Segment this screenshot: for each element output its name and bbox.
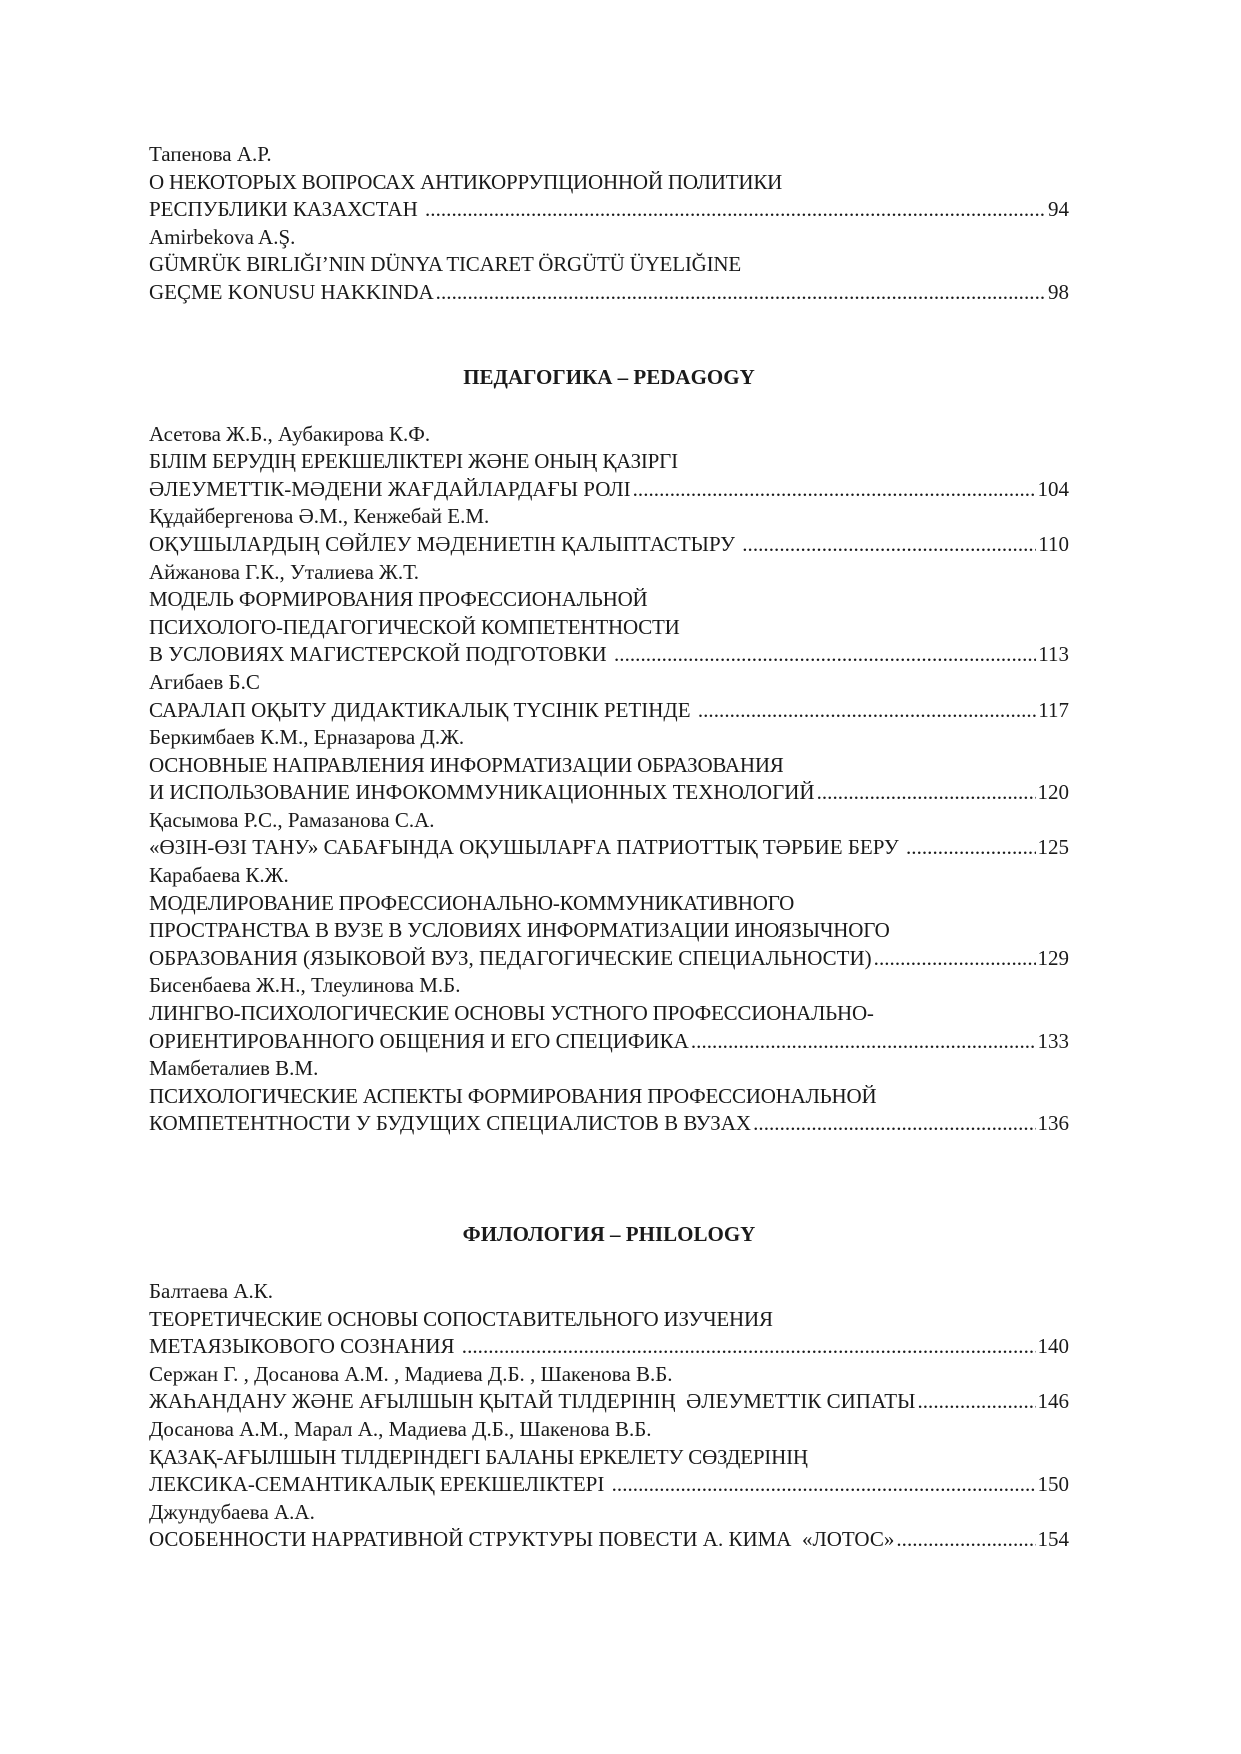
toc-entry [149,807,1069,862]
toc-entry-last-line [149,1110,1069,1138]
toc-entry-page-number[interactable]: 136 [1037,1111,1069,1136]
toc-entry-page-number[interactable]: 110 [1038,531,1069,556]
toc-entry-author: Қасымова Р.С., Рамазанова С.А. [149,807,435,832]
toc-entry-last-line [149,476,1069,504]
toc-entry-title-line: ЛИНГВО-ПСИХОЛОГИЧЕСКИЕ ОСНОВЫ УСТНОГО ПРОФЕССИОНАЛЬНО- [149,1001,874,1026]
toc-entry-title-line: ОБРАЗОВАНИЯ (ЯЗЫКОВОЙ ВУЗ, ПЕДАГОГИЧЕСКИЕ СПЕЦИАЛЬНОСТИ) [149,945,872,970]
dot-leader [874,945,1036,973]
toc-entry-last-line [149,834,1069,862]
toc-entry-last-line [149,279,1069,307]
toc-entry-title-line: ОСОБЕННОСТИ НАРРАТИВНОЙ СТРУКТУРЫ ПОВЕСТИ А. КИМА «ЛОТОС» [149,1527,895,1552]
toc-entry-title-line: И ИСПОЛЬЗОВАНИЕ ИНФОКОММУНИКАЦИОННЫХ ТЕХНОЛОГИЙ [149,780,815,805]
dot-leader [462,1333,1036,1361]
toc-entry-page-number[interactable]: 104 [1037,476,1069,501]
toc-entry-title-line: ОРИЕНТИРОВАННОГО ОБЩЕНИЯ И ЕГО СПЕЦИФИКА [149,1028,689,1053]
toc-entry-author: Тапенова А.Р. [149,142,272,166]
toc-entry [149,972,1069,1055]
toc-entry-page-number[interactable]: 146 [1037,1389,1069,1414]
toc-entry-author: Карабаева К.Ж. [149,863,289,888]
toc-entry-last-line [149,945,1069,973]
toc-entry-title-line: ПСИХОЛОГО-ПЕДАГОГИЧЕСКОЙ КОМПЕТЕНТНОСТИ [149,614,680,639]
toc-entry-page-number[interactable]: 120 [1037,780,1069,805]
toc-entry-page-number[interactable]: 154 [1037,1527,1069,1552]
toc-entry-author: Бисенбаева Ж.Н., Тлеулинова М.Б. [149,973,461,998]
toc-entry-author: Құдайбергенова Ә.М., Кенжебай Е.М. [149,504,490,529]
toc-entry-title-line: GEÇME KONUSU HAKKINDA [149,279,434,304]
toc-entry-last-line [149,1471,1069,1499]
toc-entry-title-line: ПСИХОЛОГИЧЕСКИЕ АСПЕКТЫ ФОРМИРОВАНИЯ ПРОФЕССИОНАЛЬНОЙ [149,1083,877,1108]
toc-entry-title-line: МОДЕЛИРОВАНИЕ ПРОФЕССИОНАЛЬНО-КОММУНИКАТИВНОГО [149,890,795,915]
toc-entry-title-line: В УСЛОВИЯХ МАГИСТЕРСКОЙ ПОДГОТОВКИ [149,642,612,667]
toc-entry [149,862,1069,972]
toc-entry-page-number[interactable]: 140 [1037,1334,1069,1359]
toc-entry [149,421,1069,504]
toc-entry-title-line: «ӨЗІН-ӨЗІ ТАНУ» САБАҒЫНДА ОҚУШЫЛАРҒА ПАТРИОТТЫҚ ТӘРБИЕ БЕРУ [149,835,904,860]
dot-leader [436,279,1046,307]
dot-leader [753,1110,1035,1138]
toc-entry-last-line [149,1333,1069,1361]
toc-entry-author: Балтаева А.К. [149,1279,274,1303]
toc-entry-page-number[interactable]: 129 [1037,945,1069,970]
toc-entry-page-number[interactable]: 94 [1048,197,1069,222]
toc-entry-title-line: ПРОСТРАНСТВА В ВУЗЕ В УСЛОВИЯХ ИНФОРМАТИЗАЦИИ ИНОЯЗЫЧНОГО [149,918,890,943]
toc-entry-title-line: ҚАЗАҚ-АҒЫЛШЫН ТІЛДЕРІНДЕГІ БАЛАНЫ ЕРКЕЛЕТУ СӨЗДЕРІНІҢ [149,1444,808,1469]
dot-leader [742,531,1036,559]
section-heading-pedagogy: ПЕДАГОГИКА – PEDAGOGY [463,364,755,389]
toc-entry-page-number[interactable]: 113 [1038,642,1069,667]
toc-entry-author: Асетова Ж.Б., Аубакирова К.Ф. [149,421,431,446]
toc-entry-title-line: КОМПЕТЕНТНОСТИ У БУДУЩИХ СПЕЦИАЛИСТОВ В ВУЗАХ [149,1111,752,1136]
toc-entry-title-line: О НЕКОТОРЫХ ВОПРОСАХ АНТИКОРРУПЦИОННОЙ ПОЛИТИКИ [149,169,783,194]
dot-leader [425,196,1046,224]
toc-entry-title-line: ЖАҺАНДАНУ ЖӘНЕ АҒЫЛШЫН ҚЫТАЙ ТІЛДЕРІНІҢ ӘЛЕУМЕТТІК СИПАТЫ [149,1389,916,1414]
toc-entry-title-line: БІЛІМ БЕРУДІҢ ЕРЕКШЕЛІКТЕРІ ЖӘНЕ ОНЫҢ ҚАЗІРГІ [149,449,678,474]
toc-entry-author: Amirbekova A.Ş. [149,224,296,249]
toc-entry [149,503,1069,558]
toc-entry-author: Джундубаева А.А. [149,1499,315,1524]
toc-entry [149,669,1069,724]
toc-entry-last-line [149,1388,1069,1416]
toc-page [149,141,1069,1554]
toc-entry [149,141,1069,224]
toc-entry-author: Беркимбаев К.М., Ерназарова Д.Ж. [149,725,465,750]
dot-leader [633,476,1036,504]
section-heading-philology: ФИЛОЛОГИЯ – PHILOLOGY [462,1222,756,1246]
toc-entry-title-line: САРАЛАП ОҚЫТУ ДИДАКТИКАЛЫҚ ТҮСІНІК РЕТІНДЕ [149,697,696,722]
dot-leader [691,1028,1036,1056]
toc-entry [149,1361,1069,1416]
toc-entry [149,1055,1069,1138]
toc-entries-philology [149,1278,1069,1554]
toc-entry [149,1278,1069,1361]
toc-entry-last-line [149,531,1069,559]
dot-leader [817,779,1036,807]
dot-leader [614,641,1036,669]
toc-entry-author: Сержан Г. , Досанова А.М. , Мадиева Д.Б. , Шакенова В.Б. [149,1361,673,1386]
toc-entry-page-number[interactable]: 150 [1037,1472,1069,1497]
toc-entry-title-line: ТЕОРЕТИЧЕСКИЕ ОСНОВЫ СОПОСТАВИТЕЛЬНОГО ИЗУЧЕНИЯ [149,1306,773,1331]
dot-leader [698,697,1036,725]
toc-entry-title-line: МЕТАЯЗЫКОВОГО СОЗНАНИЯ [149,1334,460,1359]
toc-entry-page-number[interactable]: 125 [1037,835,1069,860]
toc-entry-page-number[interactable]: 117 [1038,697,1069,722]
toc-entry-title-line: ӘЛЕУМЕТТІК-МӘДЕНИ ЖАҒДАЙЛАРДАҒЫ РОЛІ [149,476,631,501]
dot-leader [917,1388,1035,1416]
toc-entry-title-line: GÜMRÜK BIRLIĞI’NIN DÜNYA TICARET ÖRGÜTÜ ÜYELIĞINE [149,252,741,277]
dot-leader [896,1526,1035,1554]
toc-entry-page-number[interactable]: 98 [1048,279,1069,304]
toc-entry-last-line [149,641,1069,669]
toc-entry [149,559,1069,669]
toc-entry-title-line: РЕСПУБЛИКИ КАЗАХСТАН [149,197,423,222]
toc-entry-title-line: МОДЕЛЬ ФОРМИРОВАНИЯ ПРОФЕССИОНАЛЬНОЙ [149,587,648,612]
toc-entry-title-line: ОҚУШЫЛАРДЫҢ СӨЙЛЕУ МӘДЕНИЕТІН ҚАЛЫПТАСТЫРУ [149,531,741,556]
toc-entry-author: Досанова А.М., Марал А., Мадиева Д.Б., Шакенова В.Б. [149,1416,652,1441]
toc-entry [149,224,1069,307]
toc-entry-author: Мамбеталиев В.М. [149,1056,319,1081]
dot-leader [612,1471,1036,1499]
toc-entry [149,724,1069,807]
toc-entry-last-line [149,1028,1069,1056]
toc-entry-last-line [149,1526,1069,1554]
toc-entry-author: Айжанова Г.К., Уталиева Ж.Т. [149,559,420,584]
toc-entry [149,1416,1069,1499]
toc-entry-page-number[interactable]: 133 [1037,1028,1069,1053]
dot-leader [906,834,1036,862]
toc-entry [149,1499,1069,1554]
toc-entry-author: Агибаев Б.С [149,669,260,694]
toc-entry-last-line [149,196,1069,224]
toc-entry-last-line [149,697,1069,725]
toc-entries-top [149,141,1069,307]
toc-entry-last-line [149,779,1069,807]
toc-entry-title-line: ЛЕКСИКА-СЕМАНТИКАЛЫҚ ЕРЕКШЕЛІКТЕРІ [149,1472,610,1497]
toc-entries-pedagogy [149,421,1069,1138]
toc-entry-title-line: ОСНОВНЫЕ НАПРАВЛЕНИЯ ИНФОРМАТИЗАЦИИ ОБРАЗОВАНИЯ [149,752,784,777]
